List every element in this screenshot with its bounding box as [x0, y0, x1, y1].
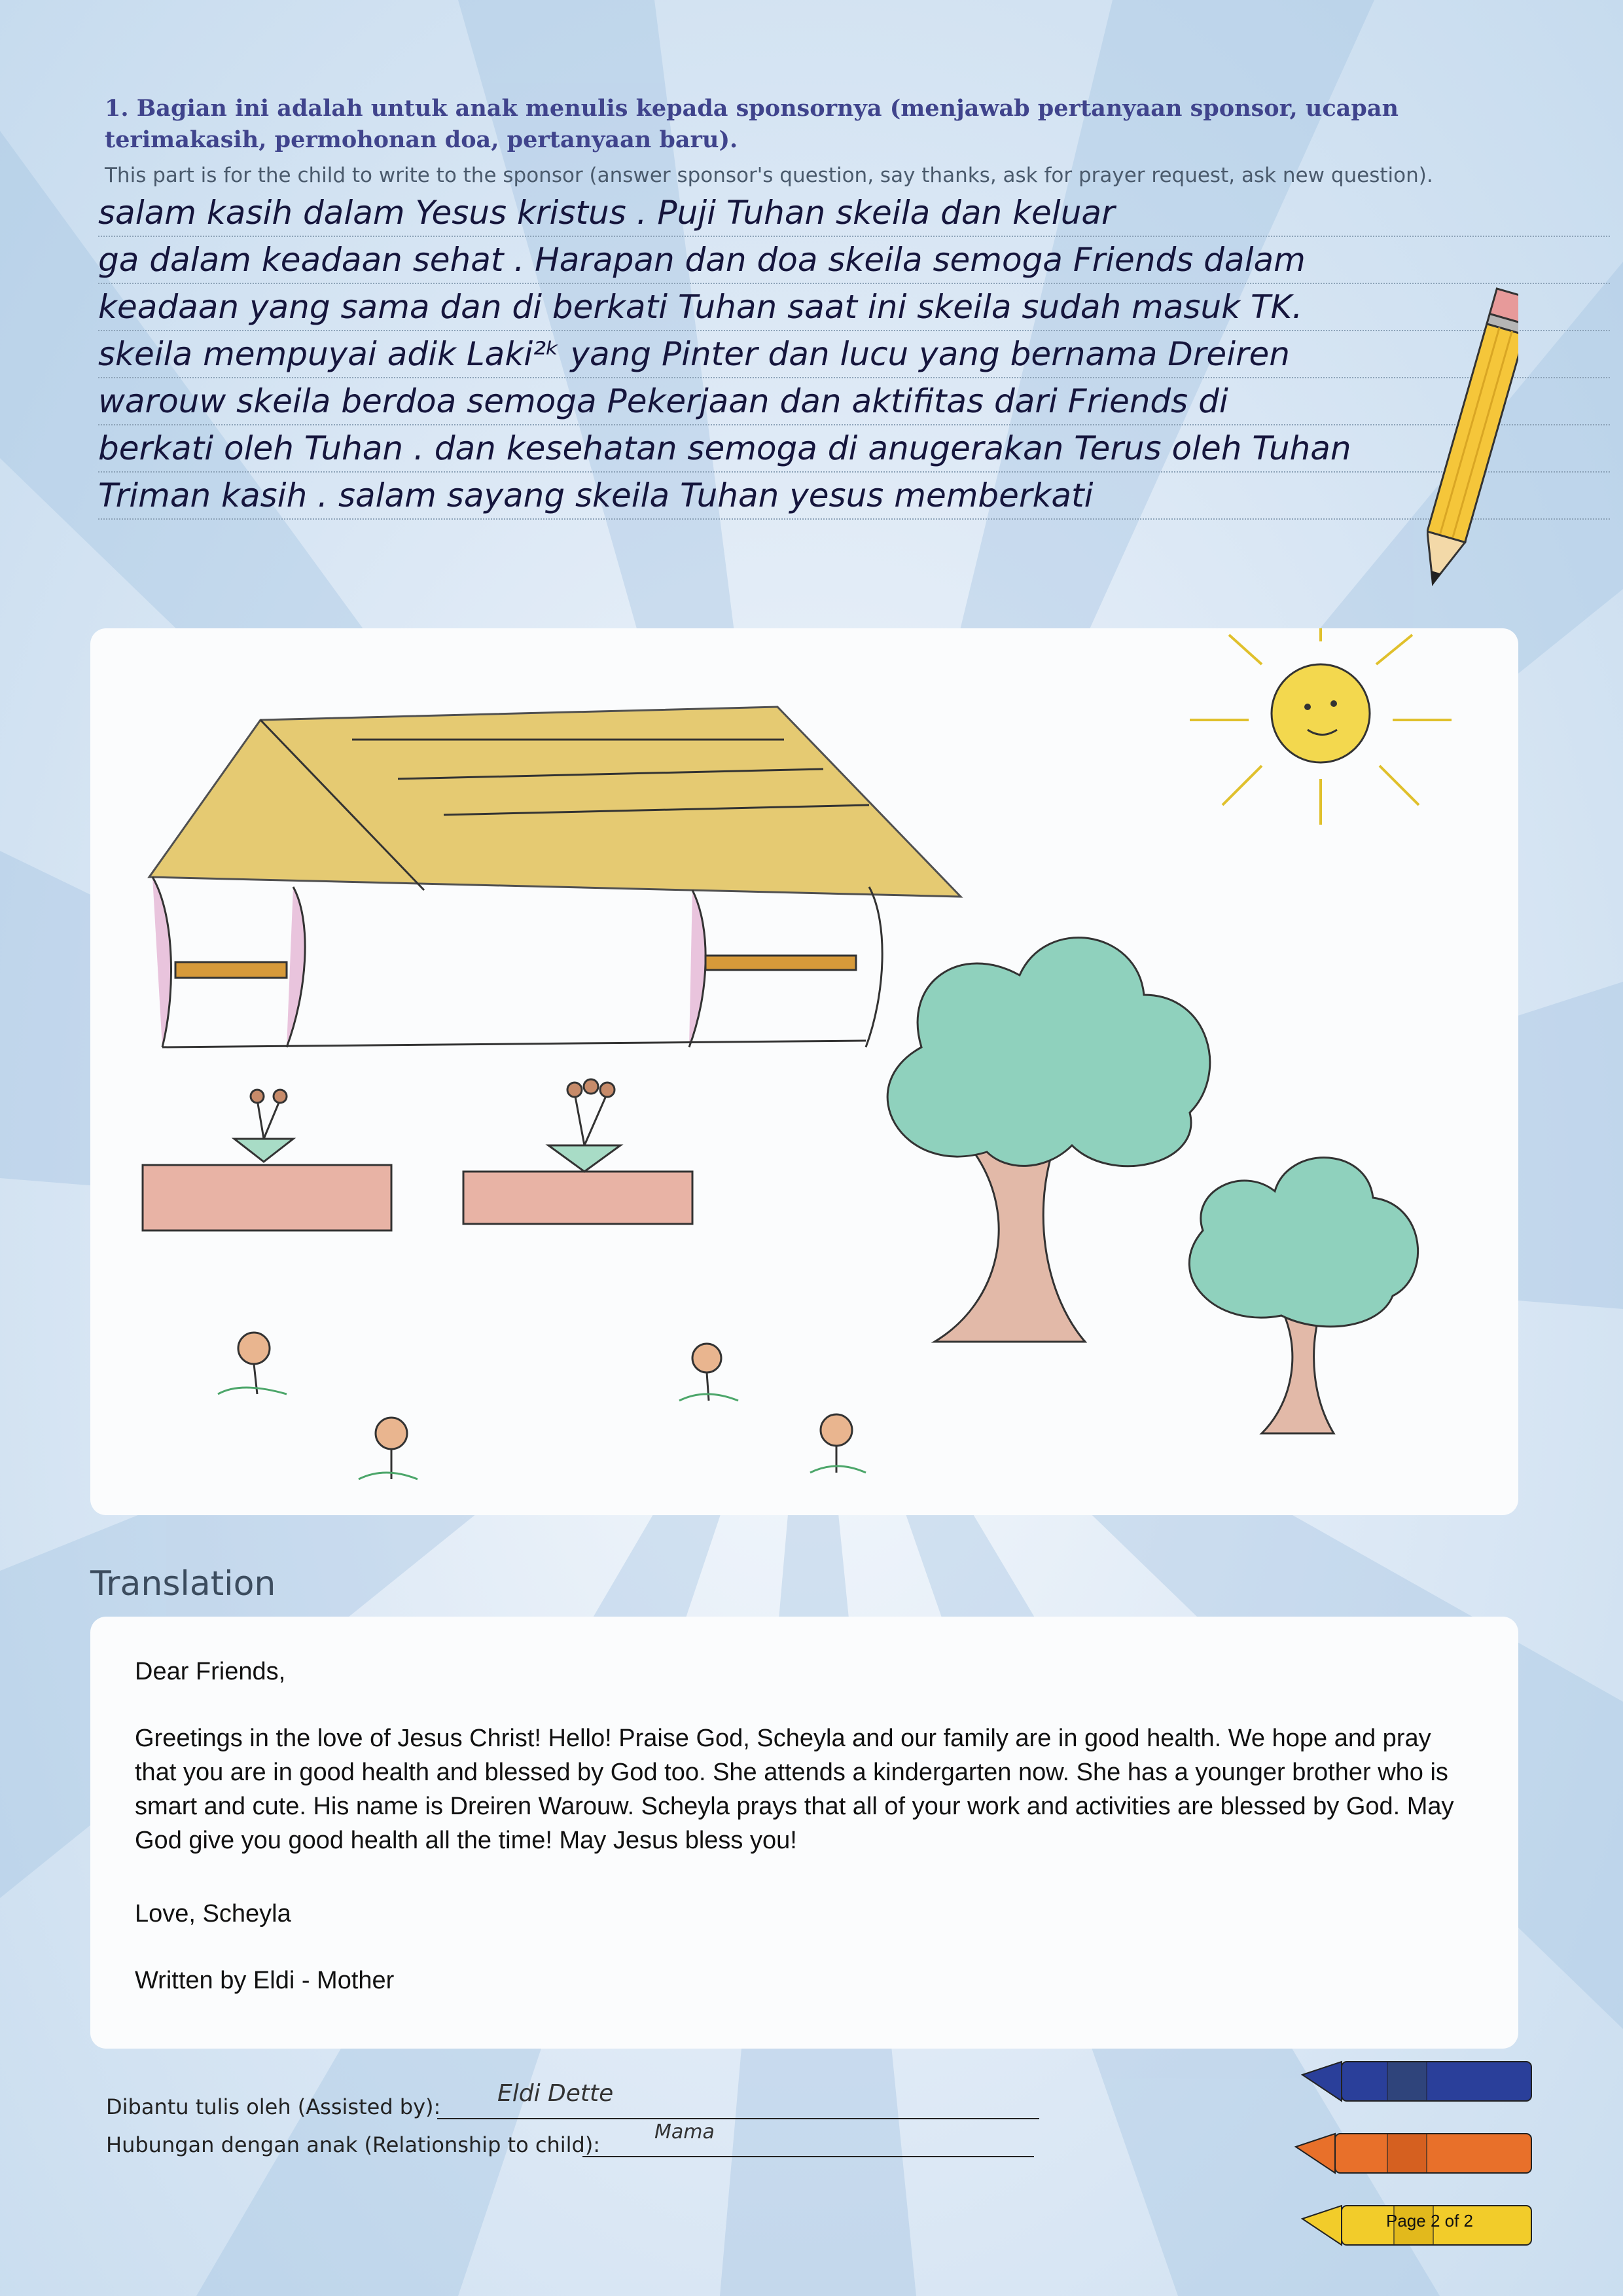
assisted-by-value: Eldi Dette — [497, 2080, 614, 2107]
handwritten-line: ga dalam keadaan sehat . Harapan dan doa skeila semoga Friends dalam — [98, 237, 1610, 284]
relationship-label: Hubungan dengan anak (Relationship to child): — [106, 2132, 601, 2157]
translation-written-by: Written by Eldi - Mother — [135, 1967, 395, 1994]
sun-drawing — [1190, 628, 1452, 825]
handwritten-line: Triman kasih . salam sayang skeila Tuhan yesus memberkati — [98, 473, 1610, 520]
relationship-line — [582, 2156, 1034, 2157]
assisted-by-label: Dibantu tulis oleh (Assisted by): — [106, 2094, 441, 2119]
handwritten-line: keadaan yang sama dan di berkati Tuhan saat ini skeila sudah masuk TK. — [98, 284, 1610, 331]
pencil-icon — [1427, 275, 1518, 615]
translation-closing: Love, Scheyla — [135, 1900, 291, 1928]
relationship-value: Mama — [654, 2121, 715, 2144]
translation-box — [90, 1617, 1518, 2049]
assisted-by-line — [437, 2118, 1039, 2119]
translation-body: Greetings in the love of Jesus Christ! Hello! Praise God, Scheyla and our family are in good health. We hope and pray that you are in good health and blessed by God too. She attends a kindergarten now. She has a younger brother who is smart and cute. His name is Dreiren Warouw. Scheyla prays that all of your work and activities are blessed by God. May God give you good health all the time! May Jesus bless you! — [135, 1725, 1454, 1854]
flower-drawing — [218, 1333, 287, 1394]
handwritten-line: skeila mempuyai adik Laki²ᵏ yang Pinter dan lucu yang bernama Dreiren — [98, 331, 1610, 378]
tree-drawing — [1189, 1158, 1418, 1433]
flower-drawing — [679, 1344, 738, 1401]
handwritten-line: salam kasih dalam Yesus kristus . Puji Tuhan skeila dan keluar — [98, 190, 1610, 237]
crayons-icon — [1289, 2049, 1551, 2271]
translation-title: Translation — [90, 1564, 276, 1604]
flower-box-drawing — [463, 1079, 692, 1224]
page-number: Page 2 of 2 — [1386, 2211, 1473, 2231]
section-heading-english: This part is for the child to write to the sponsor (answer sponsor's question, say thanks, ask for prayer request, ask new question). — [105, 164, 1433, 187]
tree-drawing — [887, 938, 1210, 1342]
flower-drawing — [359, 1418, 418, 1479]
child-drawing — [90, 628, 1518, 1515]
section-heading-indonesian: 1. Bagian ini adalah untuk anak menulis kepada sponsornya (menjawab pertanyaan sponsor, ucapan terimakasih, permohonan doa, pertanyaan baru). — [105, 95, 1399, 153]
translation-greeting: Dear Friends, — [135, 1658, 286, 1685]
handwritten-line: warouw skeila berdoa semoga Pekerjaan dan aktifitas dari Friends di — [98, 378, 1610, 425]
handwritten-line: berkati oleh Tuhan . dan kesehatan semoga di anugerakan Terus oleh Tuhan — [98, 425, 1610, 473]
house-drawing — [149, 707, 961, 1047]
flower-drawing — [810, 1414, 866, 1473]
handwritten-letter — [98, 190, 1610, 530]
flower-box-drawing — [143, 1090, 391, 1230]
